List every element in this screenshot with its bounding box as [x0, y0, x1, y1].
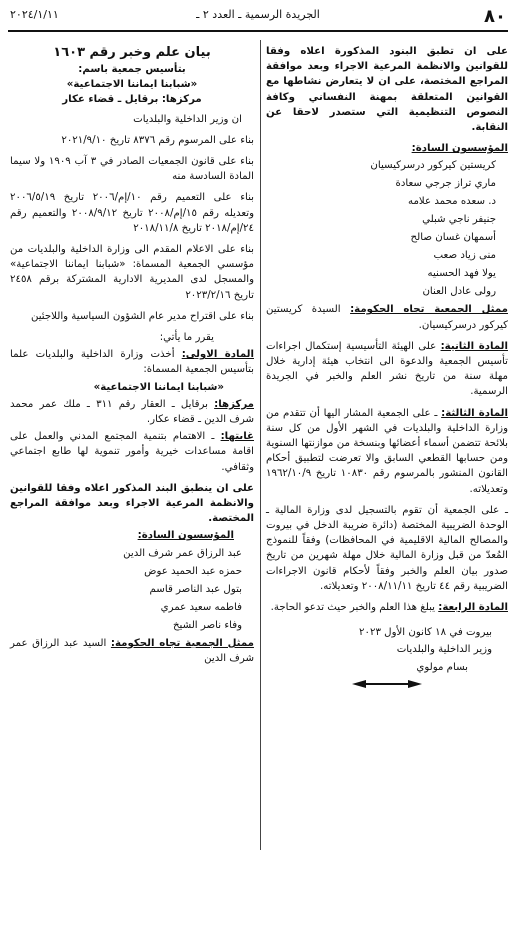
rep-label: ممثل الجمعية تجاه الحكومة:	[350, 304, 508, 316]
list-item: فاطمه سعيد عمري	[160, 601, 242, 613]
basis-paragraph: بناء على اقتراح مدير عام الشؤون السياسية واللاجئين	[30, 310, 254, 322]
rep-name: السيدة كريستين كيركور درسركيسيان.	[266, 304, 508, 331]
page-header	[0, 0, 516, 34]
list-item: منى زياد صعب	[433, 250, 496, 262]
founders-heading: المؤسسون السادة:	[411, 143, 508, 155]
list-item: ماري تراز جرجي سعادة	[395, 178, 496, 190]
list-item: د. سعده محمد علامه	[408, 196, 496, 208]
list-item: رولى عادل العنان	[422, 286, 496, 298]
article-4-label: المادة الرابعة:	[438, 602, 508, 614]
left-column	[10, 44, 254, 668]
founders-list	[266, 158, 508, 299]
article-1-text: أخذت وزارة الداخلية والبلديات علما بتأسيس الجمعية المسماة:	[10, 349, 254, 376]
list-item: عبد الرزاق عمر شرف الدين	[123, 547, 242, 559]
government-representative	[10, 636, 254, 666]
association-name: «شبابنا ايماننا الاجتماعية»	[66, 79, 198, 91]
list-item: جنيفر ناجي شبلي	[422, 214, 496, 226]
article-2	[266, 339, 508, 400]
list-item: كريستين كيركور درسركيسيان	[370, 160, 496, 172]
column-divider	[260, 40, 261, 850]
rep-label: ممثل الجمعية تجاه الحكومة:	[110, 637, 254, 649]
article-3	[266, 406, 508, 497]
hq-label: مركزها:	[214, 398, 254, 410]
article-1-label: المادة الاولى:	[181, 349, 254, 361]
basis-paragraph: بناء على الاعلام المقدم الى وزارة الداخلية والبلديات من مؤسسي الجمعية المسماة: «شبابنا ايماننا الاجتماعية» والمسجل لدى المديرية الادارية المشتركة برقم ٢٤٥٨ تاريخ ٢٠٢٣/٢/١٦	[10, 244, 254, 301]
article-1	[10, 347, 254, 377]
founders-list	[10, 546, 254, 633]
article-3-label: المادة الثالثة:	[441, 407, 508, 419]
gazette-title: الجريدة الرسمية ـ العدد ٢ ـ	[196, 8, 320, 21]
list-item: يولا فهد الحسنيه	[427, 268, 496, 280]
goals-paragraph	[10, 429, 254, 475]
government-representative	[266, 302, 508, 332]
basis-paragraph: بناء على المرسوم رقم ٨٣٧٦ تاريخ ٢٠٢١/٩/١٠	[61, 134, 254, 146]
signatory-name: بسام مولوي	[416, 661, 468, 673]
issue-date: ٢٠٢٤/١/١١	[10, 8, 59, 21]
association-name-repeat: «شبابنا ايماننا الاجتماعية»	[93, 381, 224, 393]
intro-paragraph: على ان تطبق البنود المذكورة اعلاه وفقا للقوانين والانظمة المرعية الاجراء وبعد موافقة المراجع المختصة، على ان لا يتعارض نشاطها مع القوانين المتعلقة بمهنة النفساني وكافة النصوص التنظيمية التي ستصدر لاحقا عن النقابة.	[266, 46, 508, 134]
right-column	[266, 44, 508, 694]
list-item: حمزه عبد الحميد عوض	[144, 565, 242, 577]
headquarters-paragraph	[10, 397, 254, 427]
header-rule	[8, 30, 508, 32]
list-item: بتول عبد الناصر قاسم	[149, 583, 242, 595]
article-4-text: يبلغ هذا العلم والخبر حيث تدعو الحاجة.	[270, 602, 435, 614]
article-3-text: ـ على الجمعية المشار اليها أن تتقدم من وزارة الداخلية والبلديات في الشهر الأول من كل سنة بلائحة تتضمن أسماء أعضائها وبنسخة من موازنتها السنوية ومن حسابها القطعي السابق والا تعرضت لتطبيق أحكام القانون المنشور بالمرسوم رقم ١٠٨٣٠ تاريخ ١٩٦٢/١٠/٩ وتعديلاته.	[266, 407, 509, 495]
notice-title: بيان علم وخبر رقم ١٦٠٣	[53, 45, 211, 60]
page-number: ٨٠	[484, 6, 506, 27]
founders-heading: المؤسسون السادة:	[137, 530, 234, 542]
basis-paragraph: بناء على التعميم رقم ١٠/إم/٢٠٠٦ تاريخ ٢٠٠٦/٥/١٩ وتعديله رقم ١٥/إم/٢٠٠٨ تاريخ ٢٠٠٨/٩/١٢ والتعميم رقم ٢٤/إم/٢٠١٨ تاريخ ٢٠١٨/١١/٨	[10, 192, 255, 234]
separator-ornament	[266, 679, 508, 694]
notice-subtitle: بتأسيس جمعية باسم:	[78, 64, 186, 75]
date-line: بيروت في ١٨ كانون الأول ٢٠٢٣	[359, 627, 492, 639]
goals-label: غايتها:	[220, 431, 254, 443]
condition-paragraph: على ان ينطبق البند المذكور اعلاه وفقا للقوانين والانظمة المرعية الاجراء وبعد موافقة المراجع المختصة.	[10, 482, 254, 525]
headquarters-line: مركزها: برقايل ـ قضاء عكار	[62, 94, 202, 106]
minister-line: ان وزير الداخلية والبلديات	[133, 113, 242, 125]
article-3-tax: ـ على الجمعية أن تقوم بالتسجيل لدى وزارة المالية ـ الوحدة الضريبية المختصة (دائرة ضريبة الدخل في بيروت والمصالح المالية الاقليمية في المحافظات) وفقاً للنموذج المُعدّ من قبل وزارة المالية خلال مهلة شهرين من تاريخ صدور بيان العلم والخبر وفقاً لأحكام قانون الاجراءات الضريبية رقم ٤٤ تاريخ ٢٠٠٨/١١/١١ وتعديلاته.	[266, 504, 508, 592]
list-item: وفاء ناصر الشيخ	[172, 619, 242, 631]
hq-text: برقايل ـ العقار رقم ٣١١ ـ ملك عمر محمد شرف الدين ـ قضاء عكار.	[10, 398, 254, 426]
article-2-text: على الهيئة التأسيسية إستكمال اجراءات تأسيس الجمعية والدعوة الى انتخاب هيئة إدارية خلال مهلة سنة من تاريخ نشر العلم والخبر في الجريدة الرسمية.	[266, 340, 508, 398]
article-4	[266, 600, 508, 615]
signatory-title: وزير الداخلية والبلديات	[396, 644, 492, 656]
basis-paragraph: بناء على قانون الجمعيات الصادر في ٣ آب ١٩٠٩ ولا سيما المادة السادسة منه	[10, 156, 254, 183]
decision-line: يقرر ما يأتي:	[159, 332, 214, 344]
list-item: أسمهان غسان صالح	[410, 232, 496, 244]
goals-text: ـ الاهتمام بتنمية المجتمع المدني والعمل على اقامة مساعدات خيرية وأمور تنموية لها طابع اجتماعي وثقافي.	[10, 431, 254, 473]
rep-name: السيد عبد الرزاق عمر شرف الدين	[10, 637, 254, 664]
article-2-label: المادة الثانية:	[440, 340, 508, 352]
